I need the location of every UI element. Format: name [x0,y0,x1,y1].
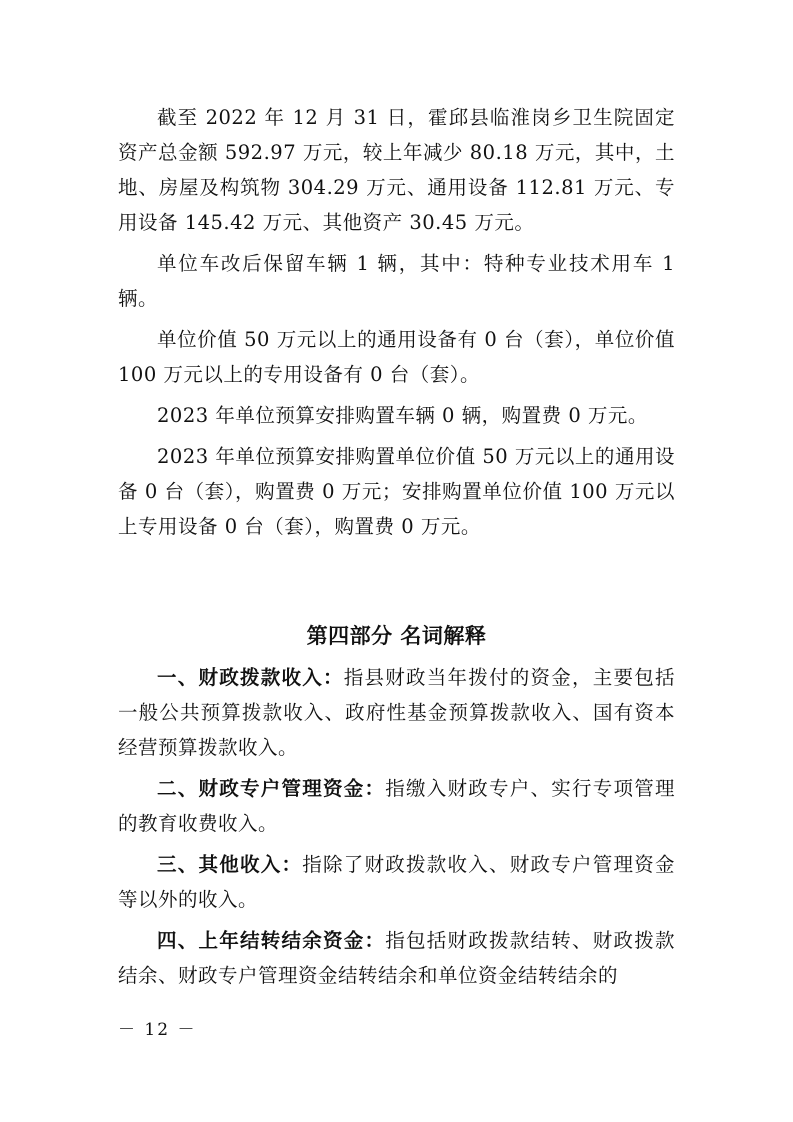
glossary-item [118,923,675,993]
glossary-definition: 指包括财政拨款结转、财政拨款结余、财政专户管理资金结转结余和单位资金结转结余的 [118,929,675,987]
glossary-item [118,771,675,841]
glossary-item [118,660,675,765]
section-heading: 第四部分 名词解释 [306,624,487,648]
glossary-term: 三、其他收入： [157,853,303,876]
glossary-definition: 指县财政当年拨付的资金，主要包括一般公共预算拨款收入、政府性基金预算拨款收入、国有资本经营预算拨款收入。 [118,666,675,759]
glossary-definition: 指缴入财政专户、实行专项管理的教育收费收入。 [118,777,675,835]
glossary-item [118,847,675,917]
vehicle-paragraph: 单位车改后保留车辆 1 辆，其中：特种专业技术用车 1 辆。 [118,252,675,310]
equipment-purchase-paragraph: 2023 年单位预算安排购置单位价值 50 万元以上的通用设备 0 台（套），购置费 0 万元；安排购置单位价值 100 万元以上专用设备 0 台（套），购置费 0 万元。 [118,445,675,538]
glossary-definition: 指除了财政拨款收入、财政专户管理资金等以外的收入。 [118,853,675,911]
vehicle-purchase-paragraph: 2023 年单位预算安排购置车辆 0 辆，购置费 0 万元。 [157,404,648,427]
glossary-term: 四、上年结转结余资金： [157,929,386,952]
glossary-term: 一、财政拨款收入： [157,666,344,689]
page-number: － 12 － [118,1020,197,1040]
glossary-term: 二、财政专户管理资金： [157,777,386,800]
assets-section [118,100,675,550]
glossary-section [118,660,675,999]
assets-paragraph: 截至 2022 年 12 月 31 日，霍邱县临淮岗乡卫生院固定资产总金额 592.97 万元，较上年减少 80.18 万元，其中，土地、房屋及构筑物 304.29 万元、通用设备 112.81 万元、专用设备 145.42 万元、其他资产 30.45 万元。 [118,106,675,234]
equipment-paragraph: 单位价值 50 万元以上的通用设备有 0 台（套），单位价值 100 万元以上的专用设备有 0 台（套）。 [118,328,675,386]
